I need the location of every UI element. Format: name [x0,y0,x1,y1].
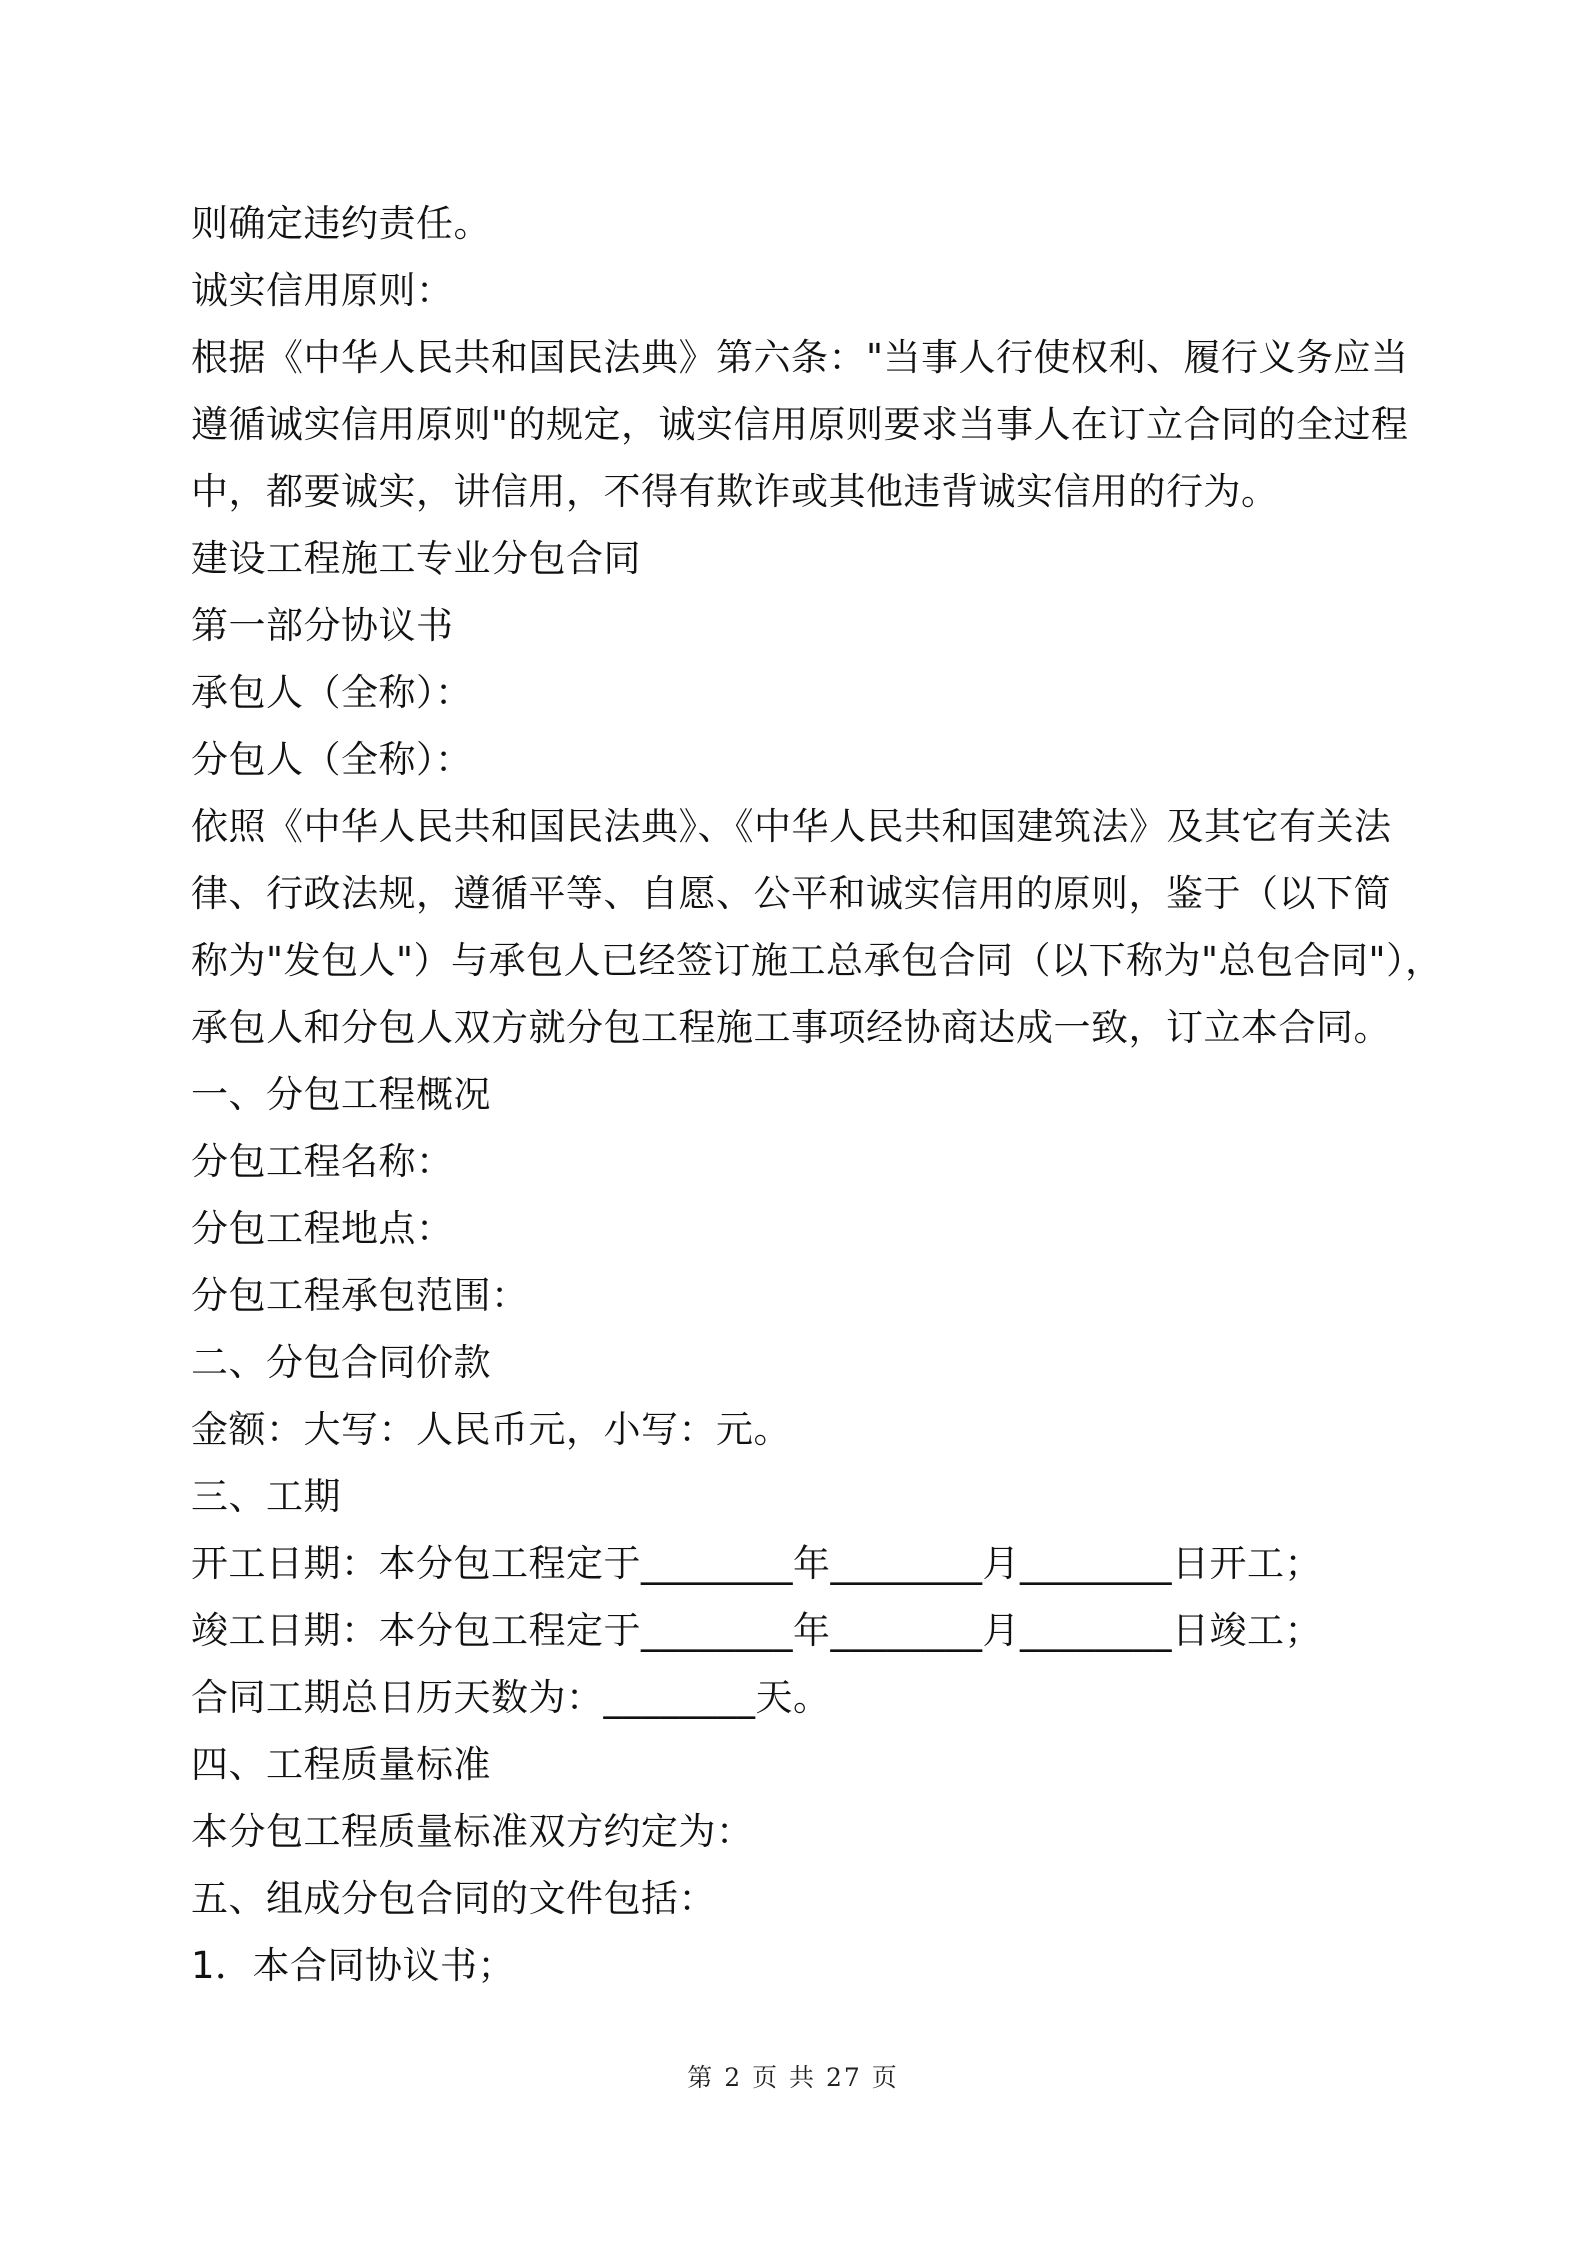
text-line: 依照《中华人民共和国民法典》、《中华人民共和国建筑法》及其它有关法 [191,805,1392,848]
page-number: 第 2 页 共 27 页 [687,2063,899,2092]
text-line: 律、行政法规，遵循平等、自愿、公平和诚实信用的原则，鉴于（以下简 [191,872,1391,915]
project-scope-field: 分包工程承包范围： [191,1274,529,1317]
contractor-field: 承包人（全称）： [191,671,473,714]
text-line: 根据《中华人民共和国民法典》第六条："当事人行使权利、履行义务应当 [191,336,1409,379]
text-line: 中，都要诚实，讲信用，不得有欺诈或其他违背诚实信用的行为。 [191,470,1279,513]
contract-title: 建设工程施工专业分包合同 [191,537,641,580]
section-heading: 诚实信用原则： [191,269,454,312]
part-heading: 第一部分协议书 [191,604,454,647]
start-date-field: 开工日期：本分包工程定于________年________月________日开工； [191,1542,1322,1585]
section-heading: 二、分包合同价款 [191,1341,491,1384]
total-days-field: 合同工期总日历天数为：________天。 [191,1676,831,1719]
completion-date-field: 竣工日期：本分包工程定于________年________月________日竣工； [191,1609,1322,1652]
project-location-field: 分包工程地点： [191,1207,454,1250]
text-line: 则确定违约责任。 [191,202,491,245]
section-heading: 四、工程质量标准 [191,1743,491,1786]
quality-standard-field: 本分包工程质量标准双方约定为： [191,1810,754,1853]
text-line: 承包人和分包人双方就分包工程施工事项经协商达成一致，订立本合同。 [191,1006,1391,1049]
amount-field: 金额：大写：人民币元，小写：元。 [191,1408,791,1451]
section-heading: 三、工期 [191,1475,341,1518]
section-heading: 五、组成分包合同的文件包括： [191,1877,716,1920]
subcontractor-field: 分包人（全称）： [191,738,473,781]
text-line: 遵循诚实信用原则"的规定，诚实信用原则要求当事人在订立合同的全过程 [191,403,1409,446]
section-heading: 一、分包工程概况 [191,1073,491,1116]
project-name-field: 分包工程名称： [191,1140,454,1183]
list-item: 1．本合同协议书； [191,1944,516,1987]
document-body [191,190,1443,1999]
text-line: 称为"发包人"）与承包人已经签订施工总承包合同（以下称为"总包合同"）， [191,939,1443,982]
